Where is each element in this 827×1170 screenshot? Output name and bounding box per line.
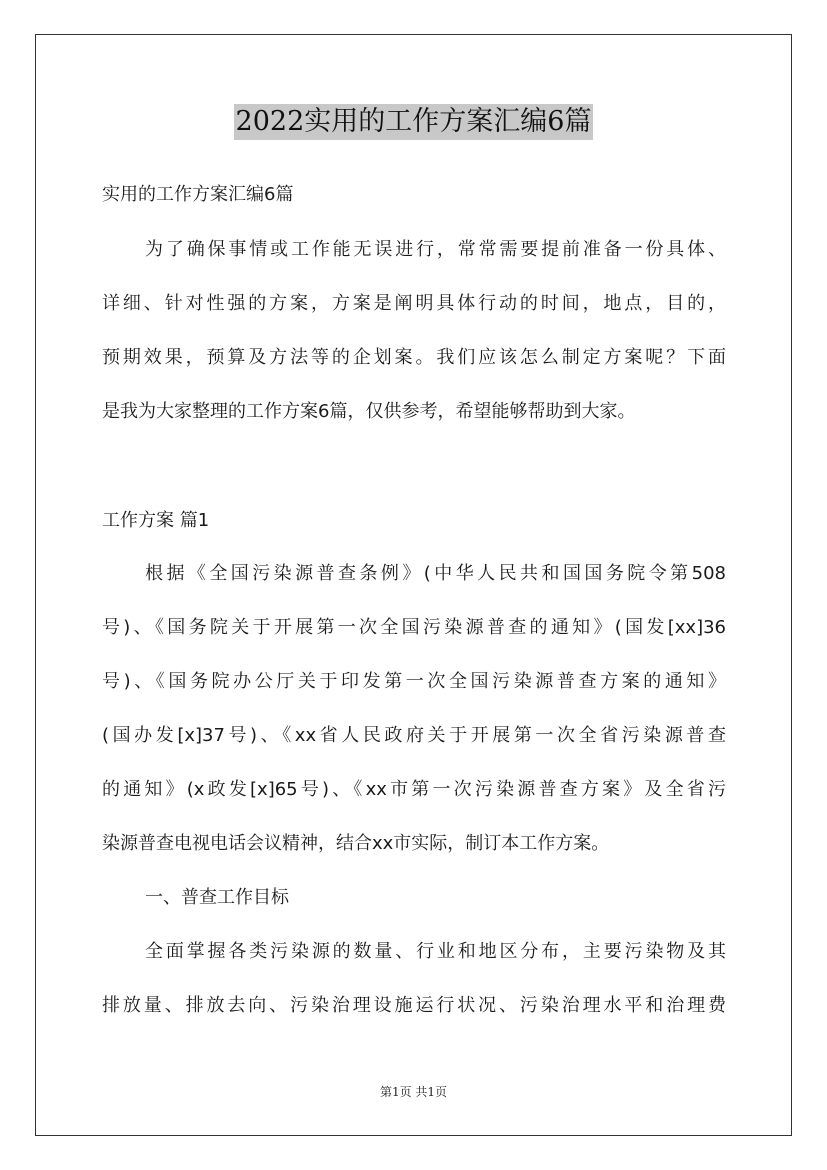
heading-goal: 一、普查工作目标 <box>145 887 289 908</box>
intro-line-1: 为了确保事情或工作能无误进行，常常需要提前准备一份具体、 <box>145 239 726 260</box>
section-body-line-5: 的通知》(x政发[x]65号)、《xx市第一次污染源普查方案》及全省污 <box>102 779 726 800</box>
goal-body-line-2: 排放量、排放去向、污染治理设施运行状况、污染治理水平和治理费 <box>102 995 726 1016</box>
section-title: 工作方案 篇1 <box>102 510 210 531</box>
section-body-line-6: 染源普查电视电话会议精神，结合xx市实际，制订本工作方案。 <box>102 833 610 854</box>
page-footer: 第1页 共1页 <box>379 1085 448 1099</box>
section-body-line-3: 号)、《国务院办公厅关于印发第一次全国污染源普查方案的通知》 <box>102 671 726 692</box>
document-title: 2022实用的工作方案汇编6篇 <box>234 104 594 140</box>
section-body-line-4: (国办发[x]37号)、《xx省人民政府关于开展第一次全省污染源普查 <box>102 725 726 746</box>
intro-line-3: 预期效果，预算及方法等的企划案。我们应该怎么制定方案呢？下面 <box>102 347 726 368</box>
document-subtitle: 实用的工作方案汇编6篇 <box>102 184 294 205</box>
goal-body-line-1: 全面掌握各类污染源的数量、行业和地区分布，主要污染物及其 <box>145 941 726 962</box>
section-body-line-1: 根据《全国污染源普查条例》(中华人民共和国国务院令第508 <box>145 563 726 584</box>
section-body-line-2: 号)、《国务院关于开展第一次全国污染源普查的通知》(国发[xx]36 <box>102 617 726 638</box>
intro-line-4: 是我为大家整理的工作方案6篇，仅供参考，希望能够帮助到大家。 <box>102 401 636 422</box>
intro-line-2: 详细、针对性强的方案，方案是阐明具体行动的时间，地点，目的， <box>102 293 726 314</box>
